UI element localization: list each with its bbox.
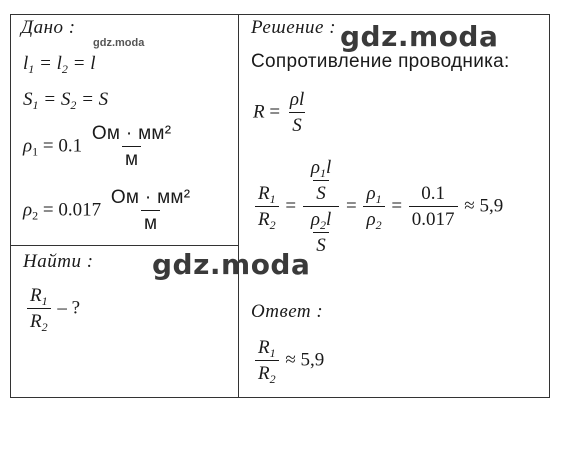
- compound-fraction: $\frac{\frac{\rho_1l}{S}}{\frac{\rho_2l}{S}}$: [303, 157, 339, 257]
- given-length-equation: $l_1 = l_2 = l$: [23, 53, 96, 76]
- find-expression: [25, 285, 80, 333]
- watermark-large-middle: gdz.moda: [152, 248, 311, 281]
- numeric-denominator: 0.017: [409, 206, 458, 231]
- given-area-equation: $S_1 = S_2 = S$: [23, 89, 109, 112]
- solution-result: ≈ 5,9: [464, 195, 504, 217]
- ratio-fraction: $\frac{R_1}{R_2}$: [27, 285, 51, 333]
- given-rho1: $\rho_1 = 0.1$ $\frac{\text{Ом · мм²}}{м}$: [23, 123, 176, 171]
- answer-fraction: $\frac{R_1}{R_2}$: [255, 337, 279, 385]
- solution-header: Решение :: [251, 17, 337, 38]
- unit-numerator: Ом · мм²: [110, 187, 191, 208]
- given-rho2: $\rho_2 = 0.017$ $\frac{\text{Ом · мм²}}{м}$: [23, 187, 195, 235]
- unit-fraction-2: [108, 187, 194, 235]
- rho1-value: 0.1: [58, 135, 83, 157]
- r1-over-r2: $\frac{R_1}{R_2}$: [255, 183, 279, 231]
- answer-header: Ответ :: [251, 301, 324, 322]
- numeric-numerator: 0.1: [421, 183, 446, 204]
- watermark-small: gdz.moda: [93, 37, 145, 49]
- solution-subtitle: Сопротивление проводника:: [251, 51, 510, 72]
- given-header: Дано :: [21, 17, 76, 38]
- unit-fraction-1: [89, 123, 175, 171]
- unit-denominator: м: [141, 210, 160, 235]
- unit-denominator: м: [122, 146, 141, 171]
- rho-l-over-s: $\frac{\rho l}{S}$: [289, 89, 305, 136]
- unit-numerator: Ом · мм²: [91, 123, 172, 144]
- rho1-over-rho2: $\frac{\rho_1}{\rho_2}$: [363, 183, 384, 231]
- solution-table: [10, 14, 550, 398]
- row-divider: [11, 245, 238, 246]
- watermark-large-top: gdz.moda: [340, 20, 499, 53]
- ratio-derivation: $\frac{R_1}{R_2}$ = $\frac{\frac{\rho_1l}{S}}{\frac{\rho_2l}{S}}$ = $\frac{\rho_1}{\rho_2}$ = $\frac{0.1}{0.017}$ ≈ 5,9: [253, 157, 503, 257]
- rho2-value: 0.017: [58, 199, 102, 221]
- column-divider: [238, 15, 239, 397]
- answer-result: ≈ 5,9: [285, 349, 325, 371]
- find-suffix: – ?: [57, 297, 81, 319]
- resistance-formula: R = $\frac{\rho l}{S}$: [253, 89, 309, 137]
- numeric-fraction: [409, 183, 458, 231]
- find-header: Найти :: [23, 251, 94, 272]
- answer-expression: [253, 337, 324, 385]
